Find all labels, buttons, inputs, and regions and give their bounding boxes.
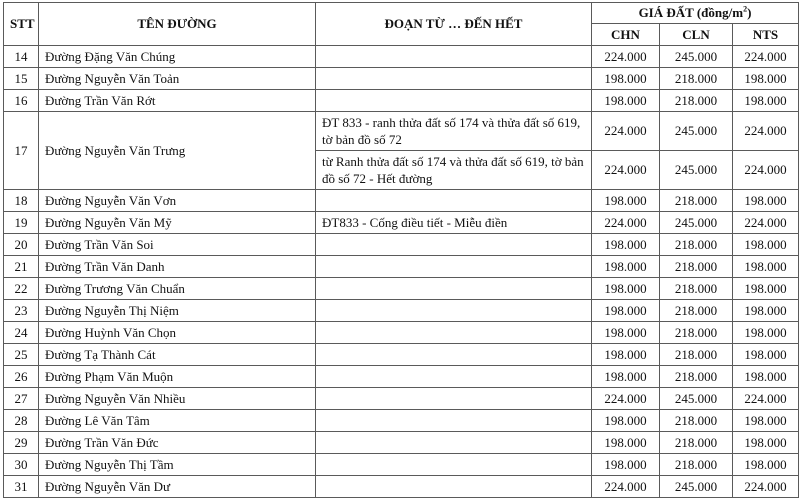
cell-stt: 18 <box>4 190 39 212</box>
land-price-table <box>3 2 799 498</box>
cell-price-cln: 218.000 <box>660 68 733 90</box>
cell-street-name: Đường Phạm Văn Muộn <box>39 366 316 388</box>
table-row <box>4 190 799 212</box>
cell-price-chn: 198.000 <box>592 256 660 278</box>
cell-price-nts: 198.000 <box>733 300 799 322</box>
cell-price-nts: 198.000 <box>733 366 799 388</box>
table-row <box>4 212 799 234</box>
cell-street-name: Đường Nguyễn Thị Niệm <box>39 300 316 322</box>
cell-stt: 25 <box>4 344 39 366</box>
cell-segment <box>316 344 592 366</box>
cell-segment <box>316 410 592 432</box>
table-row <box>4 90 799 112</box>
cell-price-chn: 198.000 <box>592 278 660 300</box>
cell-price-cln: 245.000 <box>660 46 733 68</box>
header-street-name: TÊN ĐƯỜNG <box>39 3 316 46</box>
cell-stt: 19 <box>4 212 39 234</box>
header-nts: NTS <box>733 24 799 46</box>
table-row <box>4 388 799 410</box>
cell-price-cln: 218.000 <box>660 410 733 432</box>
cell-price-cln: 218.000 <box>660 90 733 112</box>
cell-street-name: Đường Trần Văn Soi <box>39 234 316 256</box>
cell-street-name: Đường Trần Văn Đức <box>39 432 316 454</box>
cell-price-nts: 198.000 <box>733 90 799 112</box>
table-row <box>4 112 799 151</box>
cell-price-nts: 198.000 <box>733 256 799 278</box>
cell-price-chn: 198.000 <box>592 366 660 388</box>
cell-street-name: Đường Huỳnh Văn Chọn <box>39 322 316 344</box>
cell-street-name: Đường Trương Văn Chuẩn <box>39 278 316 300</box>
cell-segment <box>316 476 592 498</box>
cell-segment <box>316 388 592 410</box>
cell-segment: ĐT833 - Cống điều tiết - Miễu điền <box>316 212 592 234</box>
header-land-price-close: ) <box>747 5 752 20</box>
cell-street-name: Đường Nguyễn Văn Toản <box>39 68 316 90</box>
cell-street-name: Đường Tạ Thành Cát <box>39 344 316 366</box>
cell-price-nts: 198.000 <box>733 454 799 476</box>
cell-stt: 30 <box>4 454 39 476</box>
cell-street-name: Đường Lê Văn Tâm <box>39 410 316 432</box>
cell-stt: 28 <box>4 410 39 432</box>
cell-price-cln: 218.000 <box>660 190 733 212</box>
cell-street-name: Đường Nguyễn Văn Trưng <box>39 112 316 190</box>
header-land-price-sup: 2 <box>743 4 748 14</box>
cell-stt: 31 <box>4 476 39 498</box>
table-row <box>4 476 799 498</box>
cell-price-nts: 198.000 <box>733 234 799 256</box>
cell-street-name: Đường Nguyễn Văn Vơn <box>39 190 316 212</box>
cell-price-chn: 198.000 <box>592 454 660 476</box>
cell-price-chn: 198.000 <box>592 410 660 432</box>
cell-stt: 20 <box>4 234 39 256</box>
cell-price-chn: 224.000 <box>592 212 660 234</box>
cell-stt: 27 <box>4 388 39 410</box>
cell-stt: 26 <box>4 366 39 388</box>
cell-street-name: Đường Trần Văn Danh <box>39 256 316 278</box>
cell-stt: 16 <box>4 90 39 112</box>
cell-price-nts: 198.000 <box>733 68 799 90</box>
header-segment: ĐOẠN TỪ … ĐẾN HẾT <box>316 3 592 46</box>
cell-segment <box>316 256 592 278</box>
table-row <box>4 300 799 322</box>
cell-street-name: Đường Nguyễn Thị Tầm <box>39 454 316 476</box>
cell-price-cln: 218.000 <box>660 322 733 344</box>
table-row <box>4 46 799 68</box>
cell-price-chn: 198.000 <box>592 90 660 112</box>
cell-segment <box>316 454 592 476</box>
cell-segment <box>316 46 592 68</box>
cell-segment <box>316 90 592 112</box>
cell-street-name: Đường Nguyễn Văn Nhiều <box>39 388 316 410</box>
cell-stt: 17 <box>4 112 39 190</box>
cell-price-nts: 224.000 <box>733 388 799 410</box>
cell-stt: 14 <box>4 46 39 68</box>
cell-street-name: Đường Trần Văn Rớt <box>39 90 316 112</box>
cell-street-name: Đường Nguyễn Văn Dư <box>39 476 316 498</box>
cell-price-chn: 198.000 <box>592 190 660 212</box>
cell-price-nts: 198.000 <box>733 410 799 432</box>
cell-price-chn: 224.000 <box>592 151 660 190</box>
cell-price-cln: 218.000 <box>660 256 733 278</box>
cell-price-cln: 218.000 <box>660 300 733 322</box>
cell-stt: 22 <box>4 278 39 300</box>
cell-street-name: Đường Đặng Văn Chúng <box>39 46 316 68</box>
cell-price-nts: 224.000 <box>733 112 799 151</box>
table-row <box>4 68 799 90</box>
cell-price-cln: 245.000 <box>660 212 733 234</box>
cell-stt: 23 <box>4 300 39 322</box>
cell-price-nts: 224.000 <box>733 476 799 498</box>
cell-price-cln: 218.000 <box>660 454 733 476</box>
cell-price-cln: 218.000 <box>660 344 733 366</box>
cell-price-cln: 218.000 <box>660 366 733 388</box>
cell-stt: 29 <box>4 432 39 454</box>
table-body <box>4 46 799 498</box>
cell-street-name: Đường Nguyễn Văn Mỹ <box>39 212 316 234</box>
cell-price-nts: 198.000 <box>733 344 799 366</box>
table-row <box>4 366 799 388</box>
cell-price-chn: 224.000 <box>592 46 660 68</box>
cell-stt: 15 <box>4 68 39 90</box>
table-row <box>4 322 799 344</box>
cell-price-cln: 245.000 <box>660 151 733 190</box>
header-cln: CLN <box>660 24 733 46</box>
table-row <box>4 256 799 278</box>
cell-price-chn: 198.000 <box>592 234 660 256</box>
cell-stt: 24 <box>4 322 39 344</box>
cell-segment <box>316 234 592 256</box>
cell-price-nts: 198.000 <box>733 190 799 212</box>
cell-price-chn: 198.000 <box>592 68 660 90</box>
cell-price-chn: 224.000 <box>592 388 660 410</box>
cell-segment <box>316 322 592 344</box>
cell-price-cln: 245.000 <box>660 388 733 410</box>
cell-price-nts: 198.000 <box>733 278 799 300</box>
table-row <box>4 278 799 300</box>
header-land-price <box>592 3 799 24</box>
table-row <box>4 234 799 256</box>
cell-price-chn: 198.000 <box>592 322 660 344</box>
cell-segment: từ Ranh thửa đất số 174 và thửa đất số 619, tờ bản đồ số 72 - Hết đường <box>316 151 592 190</box>
cell-segment <box>316 278 592 300</box>
cell-price-nts: 198.000 <box>733 322 799 344</box>
cell-price-chn: 224.000 <box>592 476 660 498</box>
table-row <box>4 454 799 476</box>
header-stt: STT <box>4 3 39 46</box>
cell-stt: 21 <box>4 256 39 278</box>
cell-price-cln: 218.000 <box>660 432 733 454</box>
header-land-price-label: GIÁ ĐẤT (đồng/m <box>638 5 744 20</box>
cell-segment <box>316 190 592 212</box>
cell-price-nts: 224.000 <box>733 151 799 190</box>
table-row <box>4 410 799 432</box>
cell-price-chn: 198.000 <box>592 300 660 322</box>
land-price-table-container <box>3 2 799 498</box>
cell-price-chn: 224.000 <box>592 112 660 151</box>
cell-segment: ĐT 833 - ranh thửa đất số 174 và thửa đất số 619, tờ bản đồ số 72 <box>316 112 592 151</box>
cell-price-nts: 198.000 <box>733 432 799 454</box>
cell-price-cln: 218.000 <box>660 278 733 300</box>
cell-price-cln: 245.000 <box>660 476 733 498</box>
cell-price-cln: 245.000 <box>660 112 733 151</box>
table-row <box>4 344 799 366</box>
table-row <box>4 432 799 454</box>
cell-price-chn: 198.000 <box>592 432 660 454</box>
cell-segment <box>316 68 592 90</box>
cell-segment <box>316 300 592 322</box>
cell-price-chn: 198.000 <box>592 344 660 366</box>
cell-segment <box>316 366 592 388</box>
header-chn: CHN <box>592 24 660 46</box>
cell-price-nts: 224.000 <box>733 46 799 68</box>
cell-price-cln: 218.000 <box>660 234 733 256</box>
header-row <box>4 3 799 24</box>
cell-segment <box>316 432 592 454</box>
cell-price-nts: 224.000 <box>733 212 799 234</box>
